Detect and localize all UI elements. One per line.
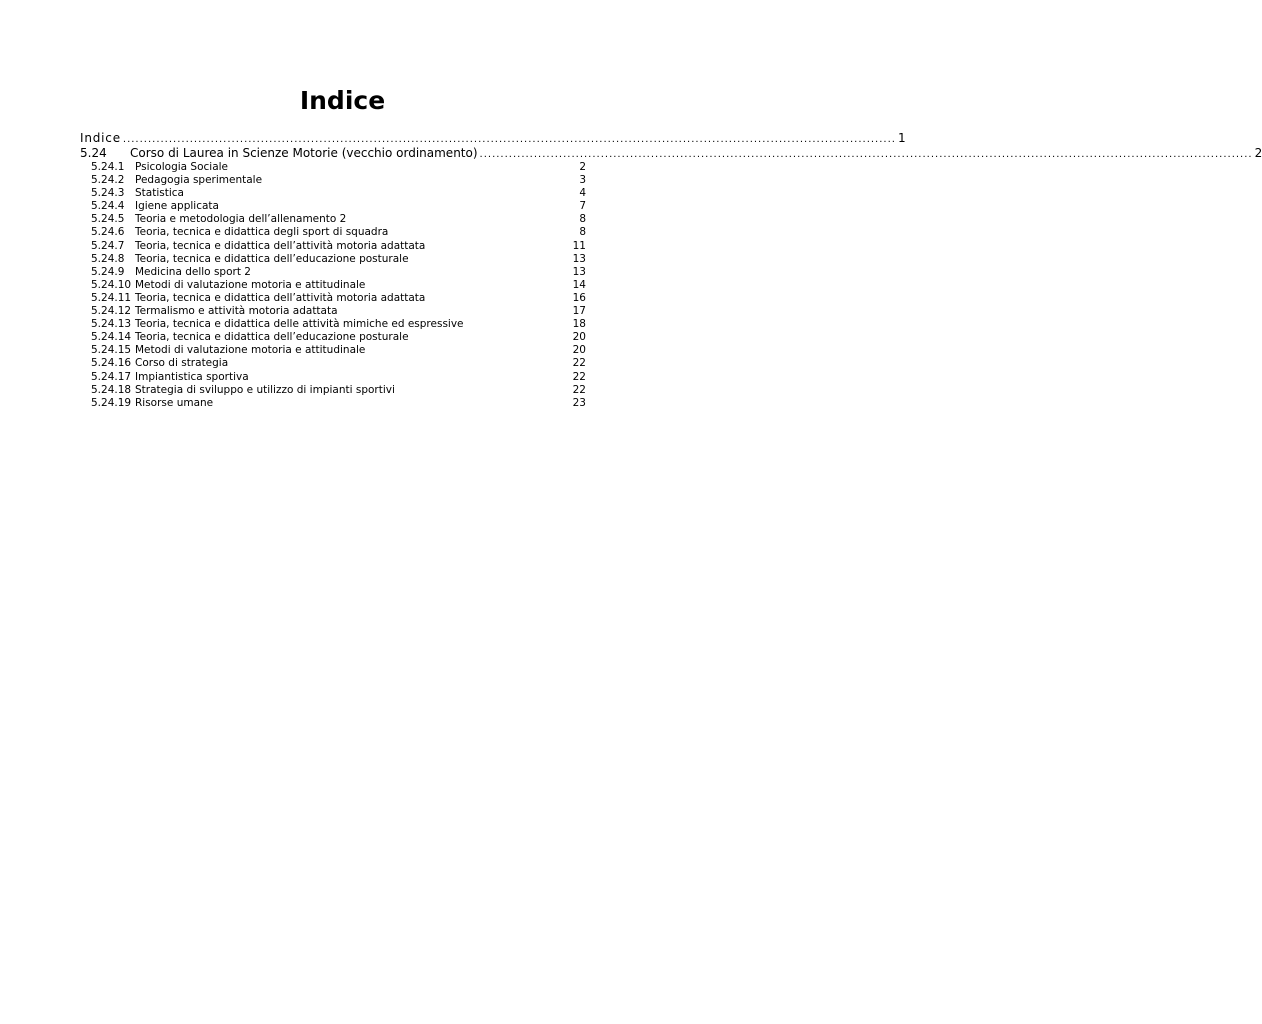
toc-entry-subsection[interactable] (80, 331, 586, 344)
toc-entry-label: Teoria, tecnica e didattica dell’attività motoria adattata (135, 291, 426, 304)
toc-entry-number: 5.24.4 (91, 200, 125, 213)
toc-entry-subsection[interactable] (80, 344, 586, 357)
toc-entry-number: 5.24.10 (91, 278, 132, 291)
toc-entry-subsection[interactable] (80, 187, 586, 200)
toc-entry-subsection[interactable] (80, 161, 586, 174)
toc-entry-page: 11 (572, 239, 586, 252)
toc-entry-subsection[interactable] (80, 200, 586, 213)
toc-entry-page: 23 (572, 396, 586, 409)
toc-entry-label: Teoria, tecnica e didattica delle attività mimiche ed espressive (135, 318, 464, 331)
toc-entry-label: Metodi di valutazione motoria e attitudinale (135, 344, 366, 357)
toc-entry-section-5-24[interactable] (80, 146, 1262, 161)
toc-entry-number: 5.24.13 (91, 318, 132, 331)
toc-entry-subsection[interactable] (80, 318, 586, 331)
toc-entry-number: 5.24.15 (91, 344, 132, 357)
toc-entry-subsection[interactable] (80, 397, 586, 410)
toc-entry-number: 5.24.3 (91, 187, 125, 200)
toc-leader-dots: ......................................................................................................................................................................................... (479, 149, 1253, 160)
toc-entry-label: Termalismo e attività motoria adattata (135, 305, 338, 318)
toc-entry-label: Psicologia Sociale (135, 161, 229, 173)
toc-entry-number: 5.24.12 (91, 305, 132, 318)
toc-entry-number: 5.24.19 (91, 396, 132, 409)
toc-entry-page: 20 (572, 331, 586, 344)
toc-entry-number: 5.24 (80, 146, 107, 160)
toc-entry-page: 4 (579, 187, 586, 200)
toc-entry-label: Impiantistica sportiva (135, 370, 249, 383)
table-of-contents (80, 131, 1262, 410)
toc-entry-page: 22 (572, 357, 586, 370)
toc-entry-number: 5.24.17 (91, 370, 132, 383)
toc-entry-number: 5.24.7 (91, 239, 125, 252)
toc-entry-label: Risorse umane (135, 396, 214, 409)
toc-entry-page: 20 (572, 344, 586, 357)
page-title: Indice (299, 86, 386, 115)
toc-entry-page: 22 (572, 383, 586, 396)
toc-entry-label: Corso di strategia (135, 357, 229, 370)
toc-entry-label: Metodi di valutazione motoria e attitudinale (135, 278, 366, 291)
toc-entry-subsection[interactable] (80, 213, 586, 226)
toc-entry-label: Pedagogia sperimentale (135, 174, 263, 187)
toc-entry-page: 18 (572, 318, 586, 331)
toc-entry-number: 5.24.18 (91, 383, 132, 396)
toc-entry-subsection[interactable] (80, 174, 586, 187)
toc-entry-page: 14 (572, 278, 586, 291)
toc-entry-page: 8 (579, 213, 586, 226)
toc-entry-subsection[interactable] (80, 253, 586, 266)
toc-entry-subsection[interactable] (80, 240, 586, 253)
toc-entry-page: 3 (579, 174, 586, 187)
toc-entry-page: 7 (579, 200, 586, 213)
toc-entry-page: 13 (572, 265, 586, 278)
toc-entry-label: Teoria e metodologia dell’allenamento 2 (135, 213, 347, 226)
toc-entry-label: Strategia di sviluppo e utilizzo di impianti sportivi (135, 383, 395, 396)
toc-entry-page: 16 (572, 291, 586, 304)
toc-entry-label: Statistica (135, 187, 184, 200)
toc-entry-subsection[interactable] (80, 305, 586, 318)
toc-entry-number: 5.24.1 (91, 161, 125, 173)
toc-entry-page: 17 (572, 305, 586, 318)
toc-entry-page: 2 (579, 161, 586, 173)
toc-entry-label: Igiene applicata (135, 200, 219, 213)
toc-entry-number: 5.24.11 (91, 291, 132, 304)
toc-entry-page: 8 (579, 226, 586, 239)
toc-entry-page: 13 (572, 252, 586, 265)
toc-entry-label: Teoria, tecnica e didattica dell’attività motoria adattata (135, 239, 426, 252)
toc-entry-page: 22 (572, 370, 586, 383)
toc-entry-label: Teoria, tecnica e didattica dell’educazione posturale (135, 252, 409, 265)
toc-entry-number: 5.24.9 (91, 265, 125, 278)
toc-entry-label: Teoria, tecnica e didattica dell’educazione posturale (135, 331, 409, 344)
toc-entry-subsection[interactable] (80, 266, 586, 279)
toc-entry-label: Indice (80, 131, 121, 145)
toc-entry-page: 1 (897, 131, 906, 145)
toc-entry-number: 5.24.2 (91, 174, 125, 187)
toc-entry-subsection[interactable] (80, 292, 586, 305)
toc-entry-number: 5.24.16 (91, 357, 132, 370)
toc-entry-index[interactable] (80, 131, 906, 146)
toc-entry-number: 5.24.14 (91, 331, 132, 344)
toc-entry-subsection[interactable] (80, 357, 586, 370)
toc-entry-number: 5.24.5 (91, 213, 125, 226)
toc-entry-subsection[interactable] (80, 226, 586, 239)
toc-entry-label: Corso di Laurea in Scienze Motorie (vecchio ordinamento) (130, 146, 478, 160)
toc-entry-label: Medicina dello sport 2 (135, 265, 251, 278)
toc-leader-dots: ......................................................................................................................................................................................... (122, 134, 896, 145)
toc-entry-number: 5.24.6 (91, 226, 125, 239)
toc-entry-label: Teoria, tecnica e didattica degli sport di squadra (135, 226, 389, 239)
toc-entry-subsection[interactable] (80, 384, 586, 397)
toc-entry-number: 5.24.8 (91, 252, 125, 265)
toc-entry-subsection[interactable] (80, 371, 586, 384)
toc-entry-page: 2 (1254, 146, 1262, 160)
toc-entry-subsection[interactable] (80, 279, 586, 292)
